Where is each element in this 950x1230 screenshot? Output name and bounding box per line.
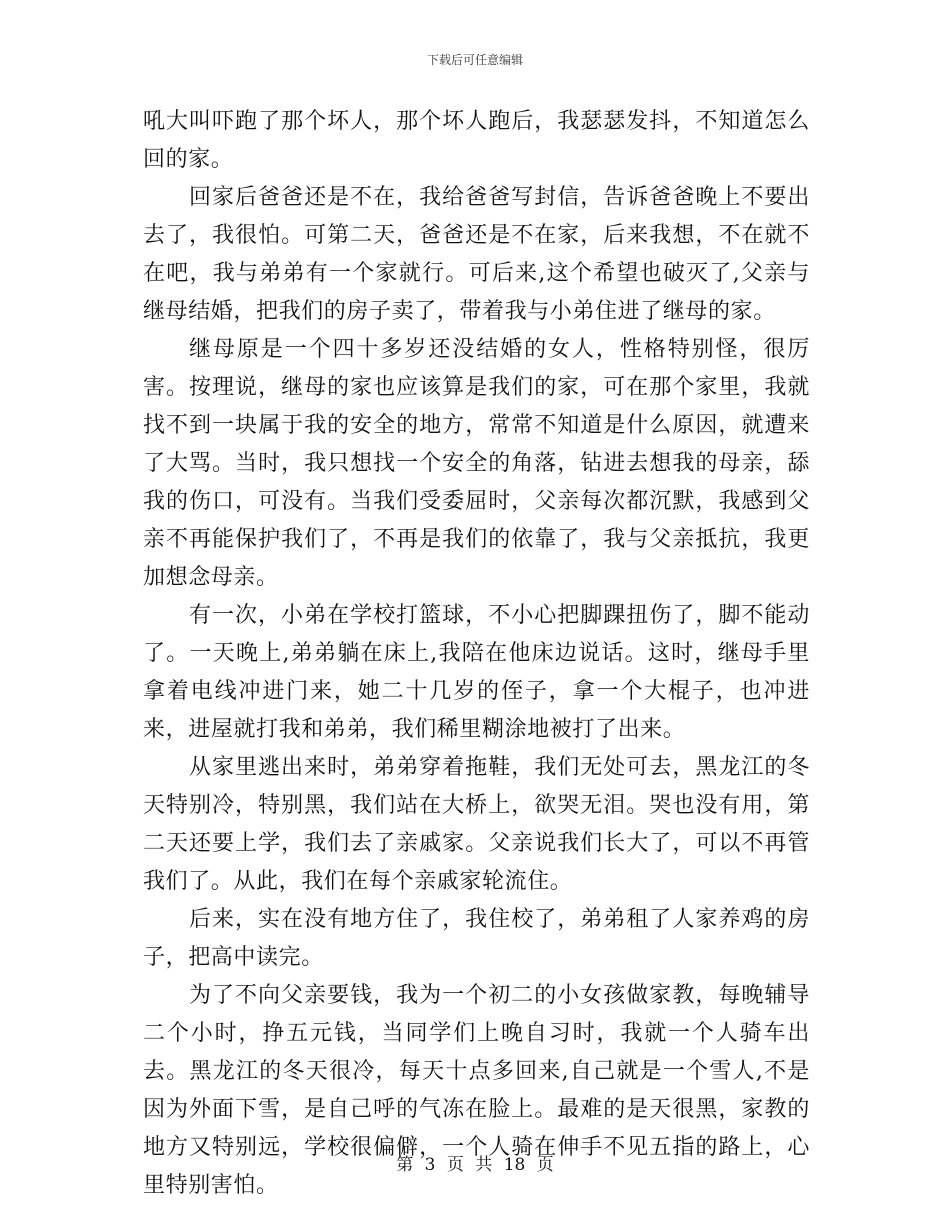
body-text <box>143 103 810 1205</box>
paragraph-7: 为了不向父亲要钱，我为一个初二的小女孩做家教，每晚辅导二个小时，挣五元钱，当同学们上晚自习时，我就一个人骑车出去。黑龙江的冬天很冷，每天十点多回来,自己就是一个雪人,不是因为外面下雪，是自己呼的气冻在脸上。最难的是天很黑，家教的地方又特别远，学校很偏僻，一个人骑在伸手不见五指的路上，心里特别害怕。 <box>143 983 810 1198</box>
paragraph-4: 有一次，小弟在学校打篮球，不小心把脚踝扭伤了，脚不能动了。一天晚上,弟弟躺在床上,我陪在他床边说话。这时，继母手里拿着电线冲进门来，她二十几岁的侄子，拿一个大棍子，也冲进来，进屋就打我和弟弟，我们稀里糊涂地被打了出来。 <box>143 603 810 742</box>
paragraph-6: 后来，实在没有地方住了，我住校了，弟弟租了人家养鸡的房子，把高中读完。 <box>143 907 810 970</box>
paragraph-5: 从家里逃出来时，弟弟穿着拖鞋，我们无处可去，黑龙江的冬天特别冷，特别黑，我们站在大桥上，欲哭无泪。哭也没有用，第二天还要上学，我们去了亲戚家。父亲说我们长大了，可以不再管我们了。从此，我们在每个亲戚家轮流住。 <box>143 755 810 894</box>
paragraph-2: 回家后爸爸还是不在，我给爸爸写封信，告诉爸爸晚上不要出去了，我很怕。可第二天，爸爸还是不在家，后来我想，不在就不在吧，我与弟弟有一个家就行。可后来,这个希望也破灭了,父亲与继母结婚，把我们的房子卖了，带着我与小弟住进了继母的家。 <box>143 185 810 324</box>
paragraph-3: 继母原是一个四十多岁还没结婚的女人，性格特别怪，很厉害。按理说，继母的家也应该算是我们的家，可在那个家里，我就找不到一块属于我的安全的地方，常常不知道是什么原因，就遭来了大骂。当时，我只想找一个安全的角落，钻进去想我的母亲，舔我的伤口，可没有。当我们受委屈时，父亲每次都沉默，我感到父亲不再能保护我们了，不再是我们的依靠了，我与父亲抵抗，我更加想念母亲。 <box>143 337 810 590</box>
page-number-footer: 第 3 页 共 18 页 <box>396 1155 554 1175</box>
paragraph-1: 吼大叫吓跑了那个坏人，那个坏人跑后，我瑟瑟发抖，不知道怎么回的家。 <box>143 109 810 172</box>
page-header: 下载后可任意编辑 <box>426 53 523 67</box>
